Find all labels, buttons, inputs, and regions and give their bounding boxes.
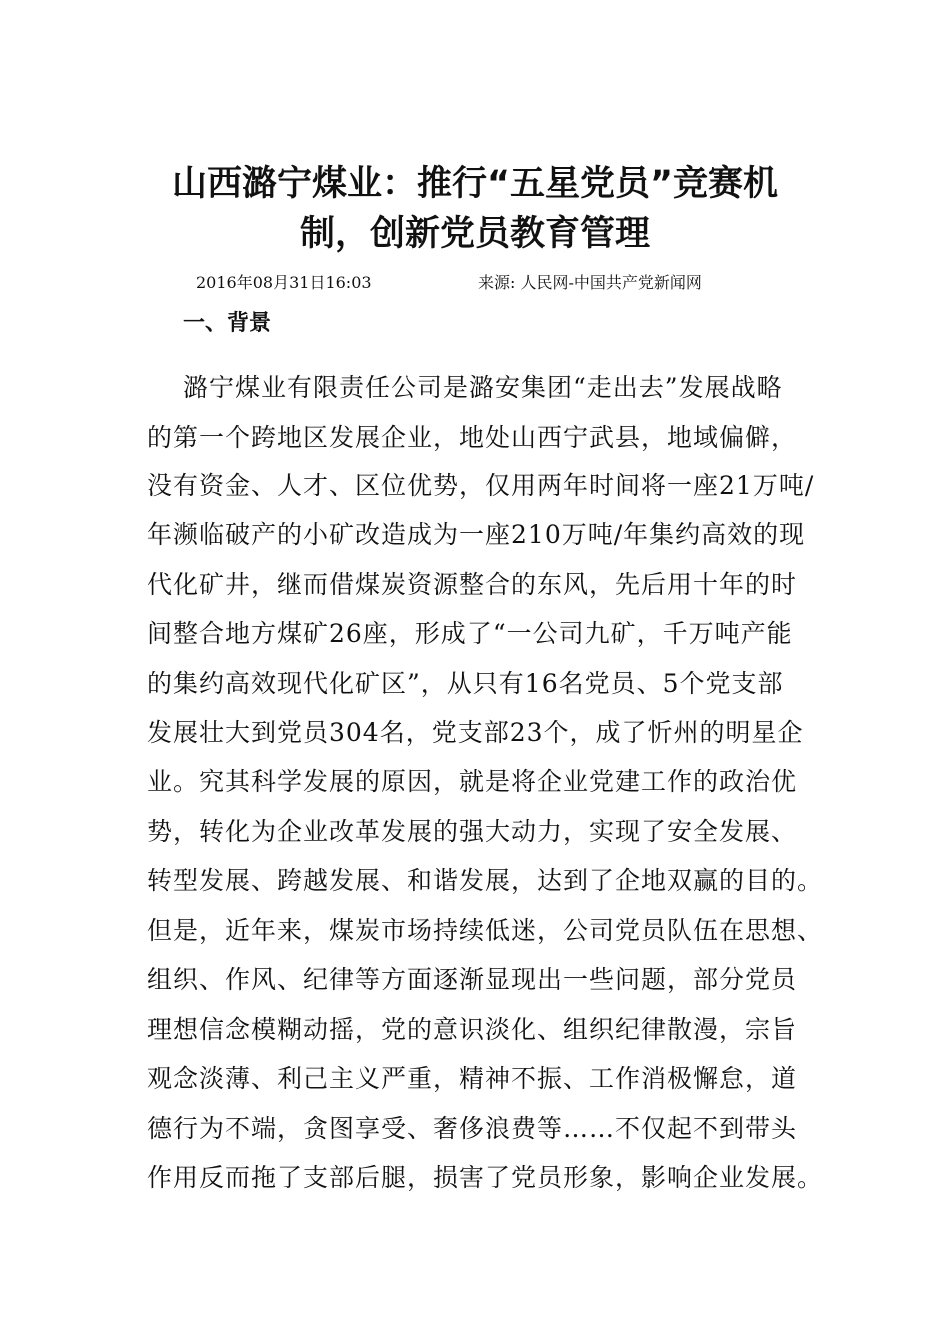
body-line: 作用反而拖了支部后腿，损害了党员形象，影响企业发展。: [147, 1163, 824, 1192]
body-line: 没有资金、人才、区位优势，仅用两年时间将一座21万吨/: [147, 471, 815, 500]
body-line: 业。究其科学发展的原因，就是将企业党建工作的政治优: [147, 767, 798, 796]
body-line: 潞宁煤业有限责任公司是潞安集团“走出去”发展战略: [183, 373, 783, 402]
body-line: 间整合地方煤矿26座，形成了“一公司九矿，千万吨产能: [147, 619, 793, 648]
body-line: 观念淡薄、利己主义严重，精神不振、工作消极懈怠，道: [147, 1064, 798, 1093]
source-line: 来源: 人民网-中国共产党新闻网: [478, 273, 702, 292]
publish-date: 2016年08月31日16:03: [196, 273, 372, 292]
body-line: 的集约高效现代化矿区”，从只有16名党员、5个党支部: [147, 669, 784, 698]
body-line: 发展壮大到党员304名，党支部23个，成了忻州的明星企: [147, 718, 804, 747]
body-line: 转型发展、跨越发展、和谐发展，达到了企地双赢的目的。: [147, 866, 824, 895]
document-title-line-1: 山西潞宁煤业：推行“五星党员”竞赛机: [171, 164, 778, 204]
section-heading: 一、背景: [183, 311, 272, 336]
body-line: 的第一个跨地区发展企业，地处山西宁武县，地域偏僻，: [147, 423, 798, 452]
body-line: 但是，近年来，煤炭市场持续低迷，公司党员队伍在思想、: [147, 916, 824, 945]
body-line: 年濒临破产的小矿改造成为一座210万吨/年集约高效的现: [147, 520, 806, 549]
body-line: 理想信念模糊动摇，党的意识淡化、组织纪律散漫，宗旨: [147, 1015, 798, 1044]
body-line: 德行为不端，贪图享受、奢侈浪费等……不仅起不到带头: [147, 1114, 798, 1143]
document-title-line-2: 制，创新党员教育管理: [299, 214, 650, 254]
body-line: 组织、作风、纪律等方面逐渐显现出一些问题，部分党员: [147, 965, 798, 994]
body-line: 势，转化为企业改革发展的强大动力，实现了安全发展、: [147, 817, 798, 846]
body-line: 代化矿井，继而借煤炭资源整合的东风，先后用十年的时: [147, 570, 798, 599]
